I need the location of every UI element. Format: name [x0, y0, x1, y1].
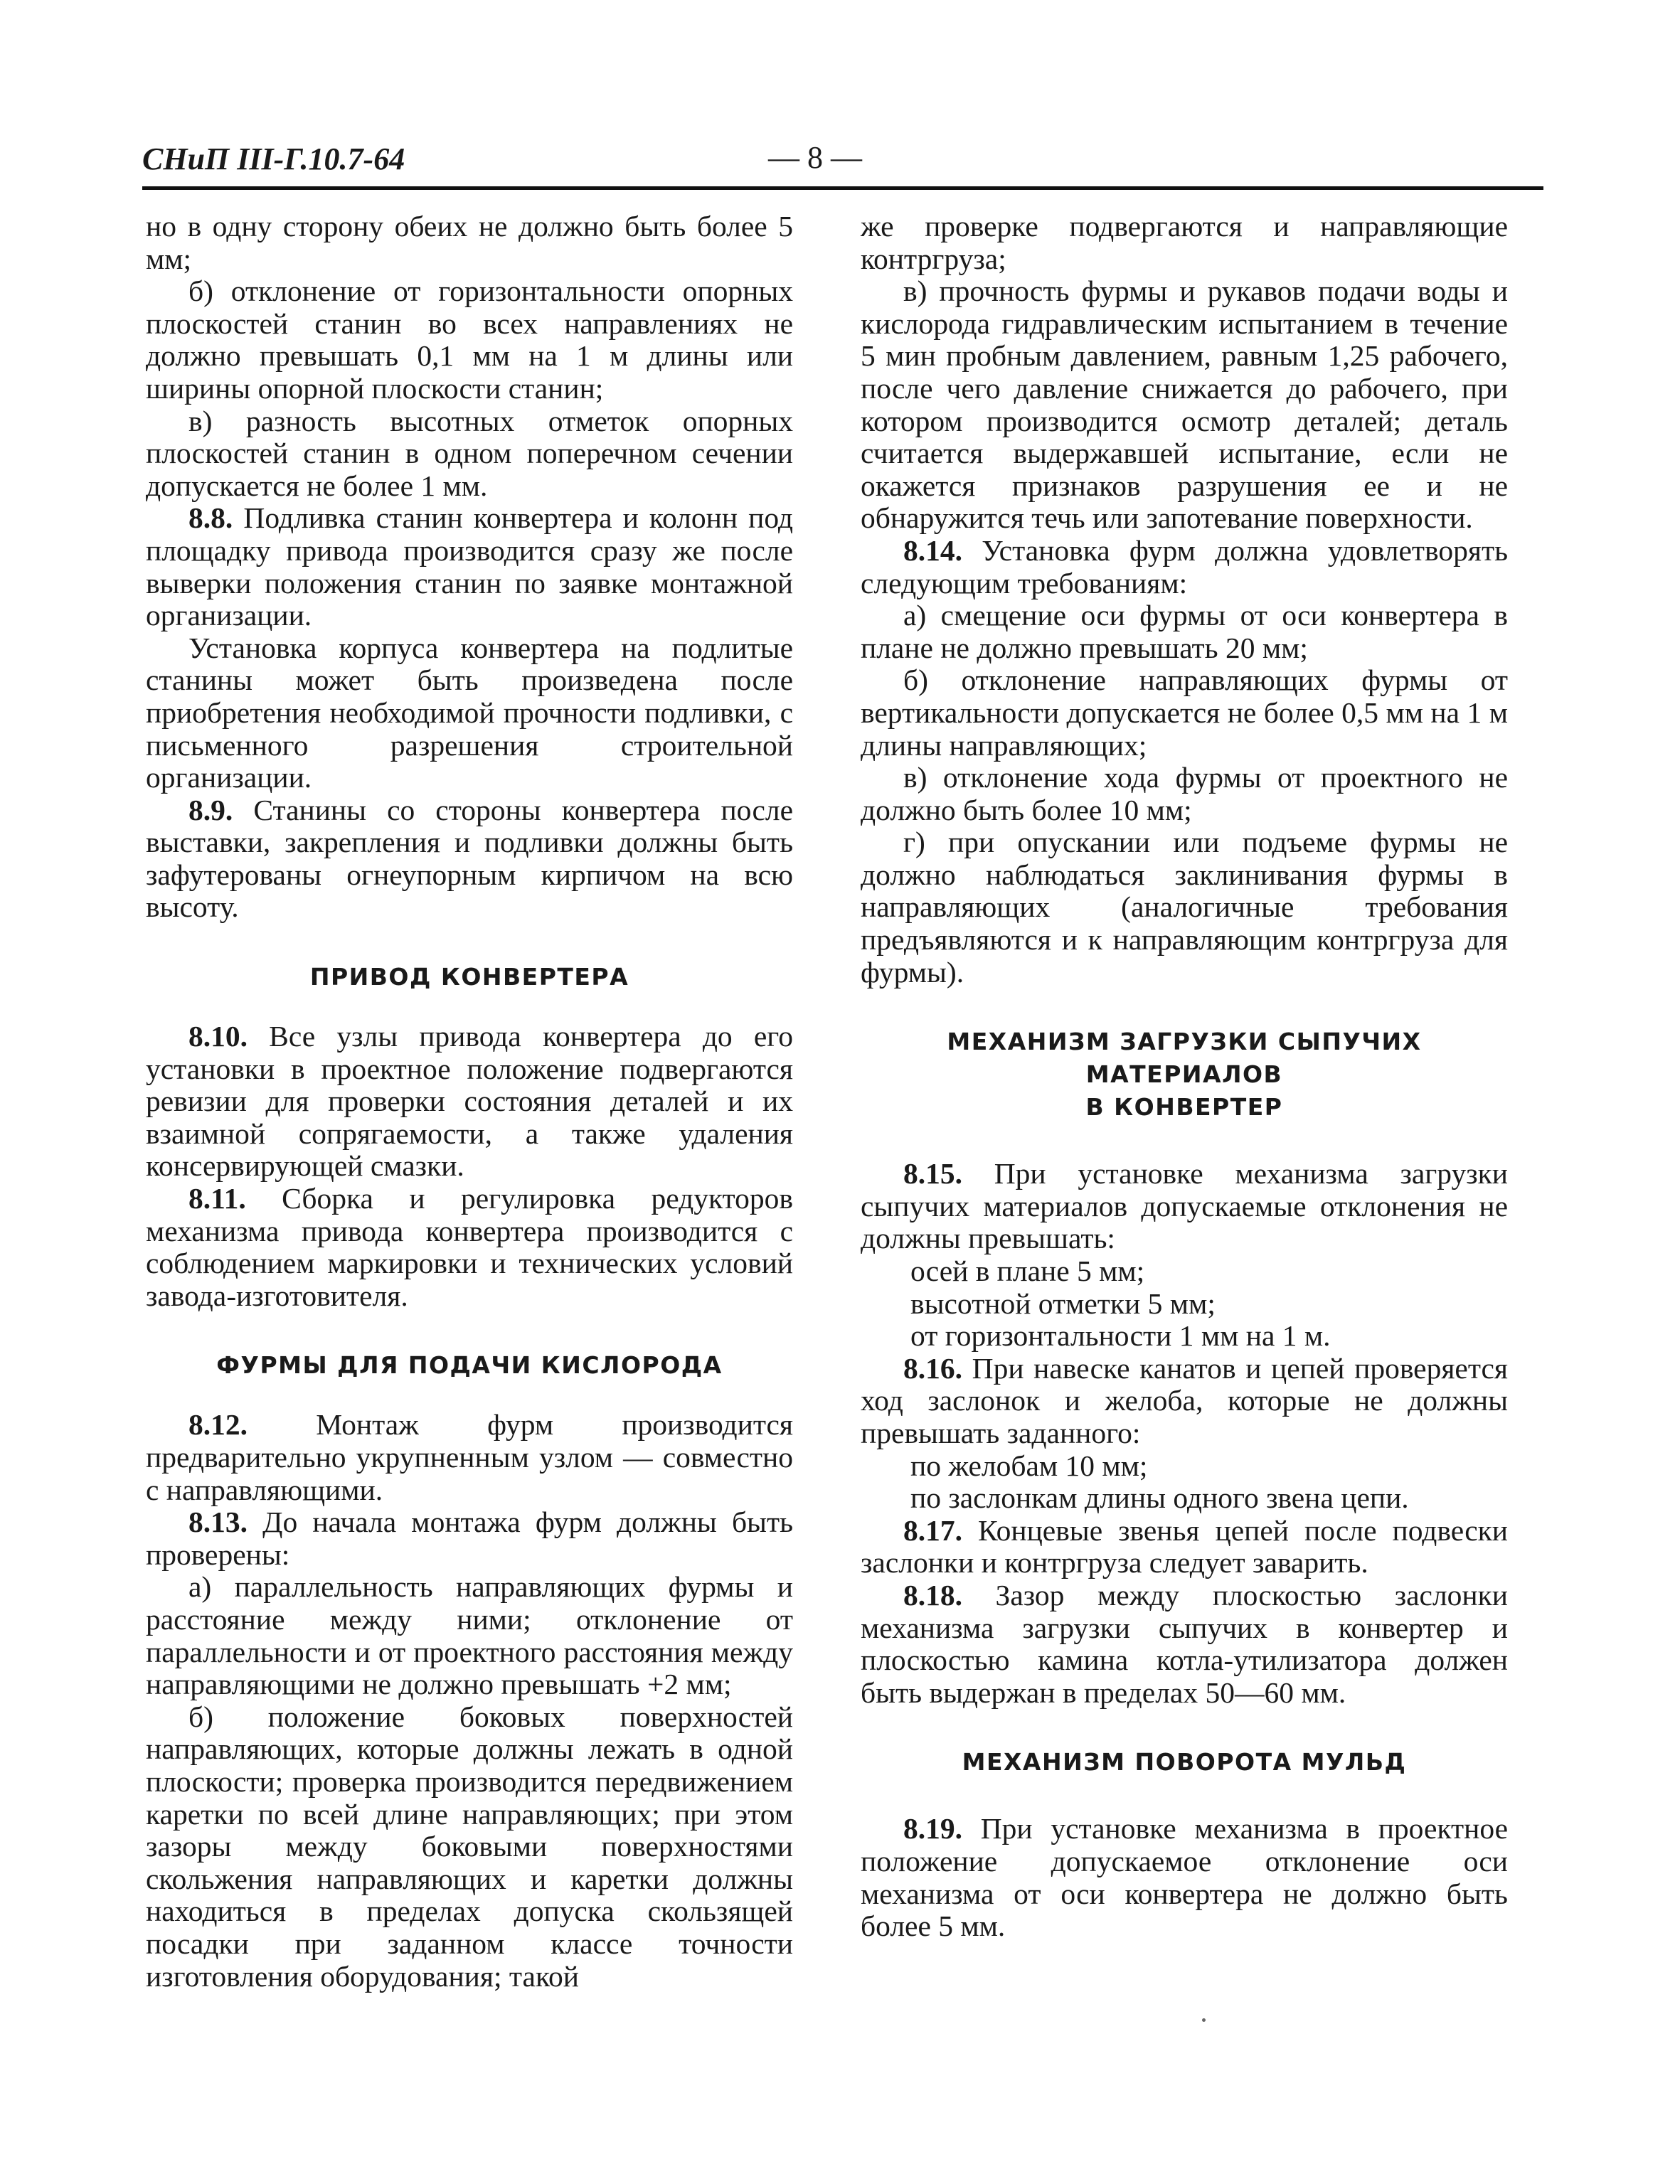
clause-text: Монтаж фурм производится предварительно укрупненным узлом — совместно с направляющими.: [146, 1408, 793, 1506]
clause-8-16: [861, 1353, 1508, 1450]
paragraph: в) отклонение хода фурмы от проектного не должно быть более 10 мм;: [861, 761, 1508, 826]
section-heading: МЕХАНИЗМ ПОВОРОТА МУЛЬД: [962, 1748, 1407, 1777]
header-rule: [142, 186, 1543, 190]
paragraph: а) параллельность направляющих фурмы и расстояние между ними; отклонение от параллельности и от проектного расстояния между направляющими не должно превышать +2 мм;: [146, 1570, 793, 1701]
left-column: [146, 211, 793, 1993]
clause-8-12: [146, 1409, 793, 1506]
list-item: осей в плане 5 мм;: [910, 1255, 1145, 1288]
print-speck: [1202, 2018, 1206, 2022]
clause-number: 8.12.: [188, 1408, 248, 1442]
clause-number: 8.10.: [188, 1020, 248, 1053]
paragraph: в) прочность фурмы и рукавов подачи воды и кислорода гидравлическим испытанием в течение 5 мин пробным давлением, равным 1,25 рабочего, после чего давление снижается до рабочего, при котором производится осмотр деталей; деталь считается выдержавшей испытание, если не окажется признаков разрушения ее и не обнаружится течь или запотевание поверхности.: [861, 275, 1508, 535]
clause-number: 8.14.: [903, 533, 962, 567]
clause-text: При навеске канатов и цепей проверяется ход заслонок и желоба, которые не должны превышать заданного:: [861, 1351, 1508, 1449]
clause-8-9: [146, 794, 793, 924]
clause-number: 8.16.: [903, 1351, 962, 1385]
paragraph: а) смещение оси фурмы от оси конвертера в плане не должно превышать 20 мм;: [861, 599, 1508, 664]
right-column: [861, 211, 1508, 1943]
clause-text: При установке механизма в проектное положение допускаемое отклонение оси механизма от оси конвертера не должно быть более 5 мм.: [861, 1812, 1508, 1943]
clause-number: 8.13.: [188, 1506, 248, 1539]
clause-number: 8.11.: [188, 1182, 246, 1215]
paragraph: г) при опускании или подъеме фурмы не должно наблюдаться заклинивания фурмы в направляющих (аналогичные требования предъявляются и к направляющим контргруза для фурмы).: [861, 826, 1508, 989]
list-item: по заслонкам длины одного звена цепи.: [910, 1481, 1409, 1515]
clause-number: 8.8.: [188, 501, 233, 535]
clause-8-14: [861, 535, 1508, 600]
clause-text: Сборка и регулировка редукторов механизма привода конвертера производится с соблюдением маркировки и технических условий завода-изготовителя.: [146, 1182, 793, 1312]
clause-text: До начала монтажа фурм должны быть проверены:: [146, 1506, 794, 1571]
clause-number: 8.19.: [903, 1812, 962, 1845]
paragraph: в) разность высотных отметок опорных плоскостей станин в одном поперечном сечении допускается не более 1 мм.: [146, 404, 793, 502]
page-number: — 8 —: [768, 140, 862, 175]
paragraph: б) отклонение от горизонтальности опорных плоскостей станин во всех направлениях не должно превышать 0,1 мм на 1 м длины или ширины опорной плоскости станин;: [146, 275, 793, 405]
clause-8-17: [861, 1515, 1508, 1580]
list-item: по желобам 10 мм;: [910, 1449, 1148, 1482]
section-heading: ПРИВОД КОНВЕРТЕРА: [309, 963, 629, 991]
list-item: от горизонтальности 1 мм на 1 м.: [910, 1319, 1331, 1353]
section-heading-line: МЕХАНИЗМ ЗАГРУЗКИ СЫПУЧИХ МАТЕРИАЛОВ: [947, 1028, 1422, 1089]
clause-8-11: [146, 1183, 793, 1312]
clause-8-19: [861, 1813, 1508, 1942]
section-heading: [861, 1026, 1508, 1124]
clause-8-10: [146, 1021, 793, 1183]
clause-text: Станины со стороны конвертера после выставки, закрепления и подливки должны быть зафутерованы огнеупорным кирпичом на всю высоту.: [146, 793, 794, 924]
clause-8-18: [861, 1580, 1508, 1709]
clause-8-13: [146, 1506, 793, 1571]
document-code: СНиП III-Г.10.7-64: [142, 142, 405, 176]
clause-text: При установке механизма загрузки сыпучих материалов допускаемые отклонения не должны превышать:: [861, 1157, 1508, 1255]
section-heading: ФУРМЫ ДЛЯ ПОДАЧИ КИСЛОРОДА: [216, 1351, 723, 1380]
paragraph: б) отклонение направляющих фурмы от вертикальности допускается не более 0,5 мм на 1 м длины направляющих;: [861, 664, 1508, 762]
clause-text: Установка фурм должна удовлетворять следующим требованиям:: [861, 533, 1509, 600]
clause-number: 8.9.: [188, 793, 233, 826]
clause-text: Все узлы привода конвертера до его установки в проектное положение подвергаются ревизии для проверки состояния деталей и их взаимной сопрягаемости, а также удаления консервирующей смазки.: [146, 1020, 793, 1183]
clause-8-15: [861, 1158, 1508, 1255]
section-heading-line: В КОНВЕРТЕР: [1085, 1093, 1283, 1122]
list-item: высотной отметки 5 мм;: [910, 1287, 1216, 1320]
clause-number: 8.17.: [903, 1513, 962, 1547]
page-header: [142, 134, 1543, 183]
clause-text: Концевые звенья цепей после подвески заслонки и контргруза следует заварить.: [861, 1513, 1509, 1580]
clause-text: Зазор между плоскостью заслонки механизма загрузки сыпучих в конвертер и плоскостью камина котла-утилизатора должен быть выдержан в пределах 50—60 мм.: [861, 1578, 1508, 1709]
clause-8-8: [146, 502, 793, 632]
paragraph: б) положение боковых поверхностей направляющих, которые должны лежать в одной плоскости; проверка производится передвижением каретки по всей длине направляющих; при этом зазоры между боковыми поверхностями скольжения направляющих и каретки должны находиться в пределах допуска скользящей посадки при заданном классе точности изготовления оборудования; такой: [146, 1700, 793, 1993]
clause-text: Подливка станин конвертера и колонн под площадку привода производится сразу же после выверки положения станин по заявке монтажной организации.: [146, 501, 794, 632]
paragraph: же проверке подвергаются и направляющие контргруза;: [861, 210, 1508, 275]
paragraph: но в одну сторону обеих не должно быть более 5 мм;: [146, 210, 793, 275]
paragraph: Установка корпуса конвертера на подлитые станины может быть произведена после приобретения необходимой прочности подливки, с письменного разрешения строительной организации.: [146, 631, 793, 794]
clause-number: 8.15.: [903, 1157, 962, 1190]
clause-number: 8.18.: [903, 1578, 962, 1612]
